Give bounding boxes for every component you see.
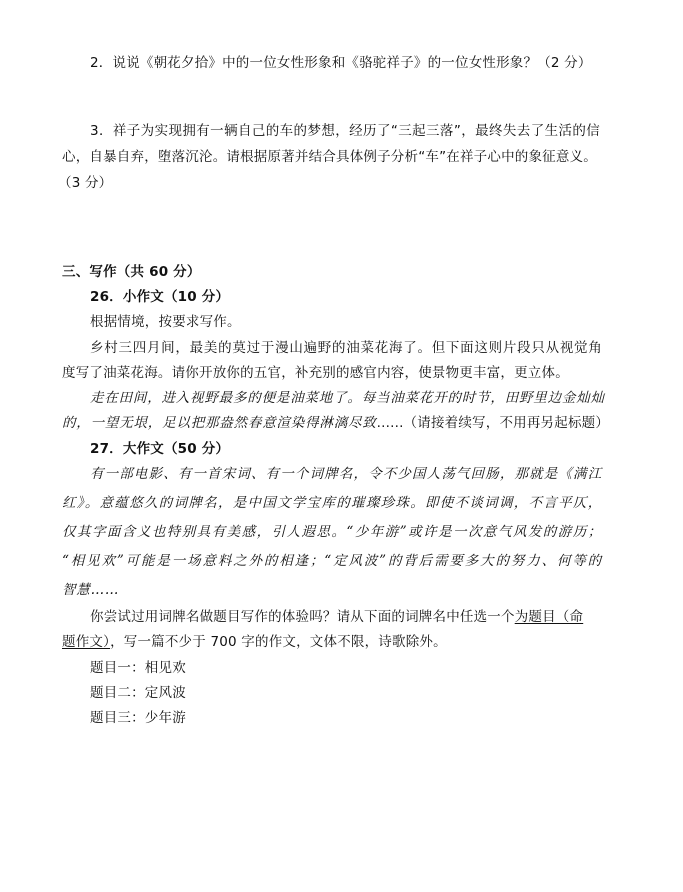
question-26-prompt-line-2: 度写了油菜花海。请你开放你的五官，补充别的感官内容，使景物更丰富，更立体。 <box>62 365 569 381</box>
question-27-passage-line-3: 仅其字面含义也特别具有美感，引人遐思。“少年游”或许是一次意气风发的游历； <box>62 524 602 540</box>
question-27-underlined-requirement: 为题目（命 <box>514 609 584 625</box>
question-26-passage-line-2 <box>62 414 609 432</box>
question-27-passage-line-2: 红》。意蕴悠久的词牌名，是中国文学宝库的璀璨珍珠。即使不谈词调，不言平仄， <box>62 495 602 511</box>
question-27-prompt-text: 你尝试过用词牌名做题目写作的体验吗？请从下面的词牌名中任选一个 <box>90 609 515 625</box>
question-27-title: 27．大作文（50 分） <box>90 441 230 457</box>
question-27-prompt-text-cont: ，写一篇不少于 700 字的作文，文体不限，诗歌除外。 <box>110 634 447 650</box>
question-27-underlined-requirement-cont: 题作文） <box>62 634 111 650</box>
question-26-title: 26．小作文（10 分） <box>90 289 230 305</box>
question-3-line-1: 3．祥子为实现拥有一辆自己的车的梦想，经历了“三起三落”，最终失去了生活的信 <box>90 123 600 139</box>
question-3-line-2: 心，自暴自弃，堕落沉沦。请根据原著并结合具体例子分析“车”在祥子心中的象征意义。 <box>62 149 597 165</box>
question-26-passage-text: 的，一望无垠，足以把那盎然春意渲染得淋漓尽致 <box>62 415 377 431</box>
question-26-continue-note: ......（请接着续写，不用再另起标题） <box>376 415 610 431</box>
question-27-prompt-line-1 <box>90 608 583 626</box>
question-27-passage-line-1: 有一部电影、有一首宋词、有一个词牌名，令不少国人荡气回肠，那就是《满江 <box>90 466 602 482</box>
question-27-passage-line-4: “相见欢”可能是一场意料之外的相逢；“定风波”的背后需要多大的努力、何等的 <box>62 553 602 569</box>
topic-option-1: 题目一：相见欢 <box>90 660 186 676</box>
question-26-prompt-line-1: 乡村三四月间，最美的莫过于漫山遍野的油菜花海了。但下面这则片段只从视觉角 <box>90 340 602 356</box>
question-26-instruction: 根据情境，按要求写作。 <box>90 314 241 330</box>
section-3-heading: 三、写作（共 60 分） <box>62 264 201 280</box>
question-26-passage-line-1: 走在田间，进入视野最多的便是油菜地了。每当油菜花开的时节，田野里边金灿灿 <box>90 390 605 406</box>
question-2: 2．说说《朝花夕拾》中的一位女性形象和《骆驼祥子》的一位女性形象？（2 分） <box>90 55 592 71</box>
question-27-prompt-line-2 <box>62 633 447 651</box>
question-3-line-3: （3 分） <box>58 175 113 191</box>
topic-option-3: 题目三：少年游 <box>90 710 186 726</box>
topic-option-2: 题目二：定风波 <box>90 685 186 701</box>
question-27-passage-line-5: 智慧…… <box>62 582 120 598</box>
